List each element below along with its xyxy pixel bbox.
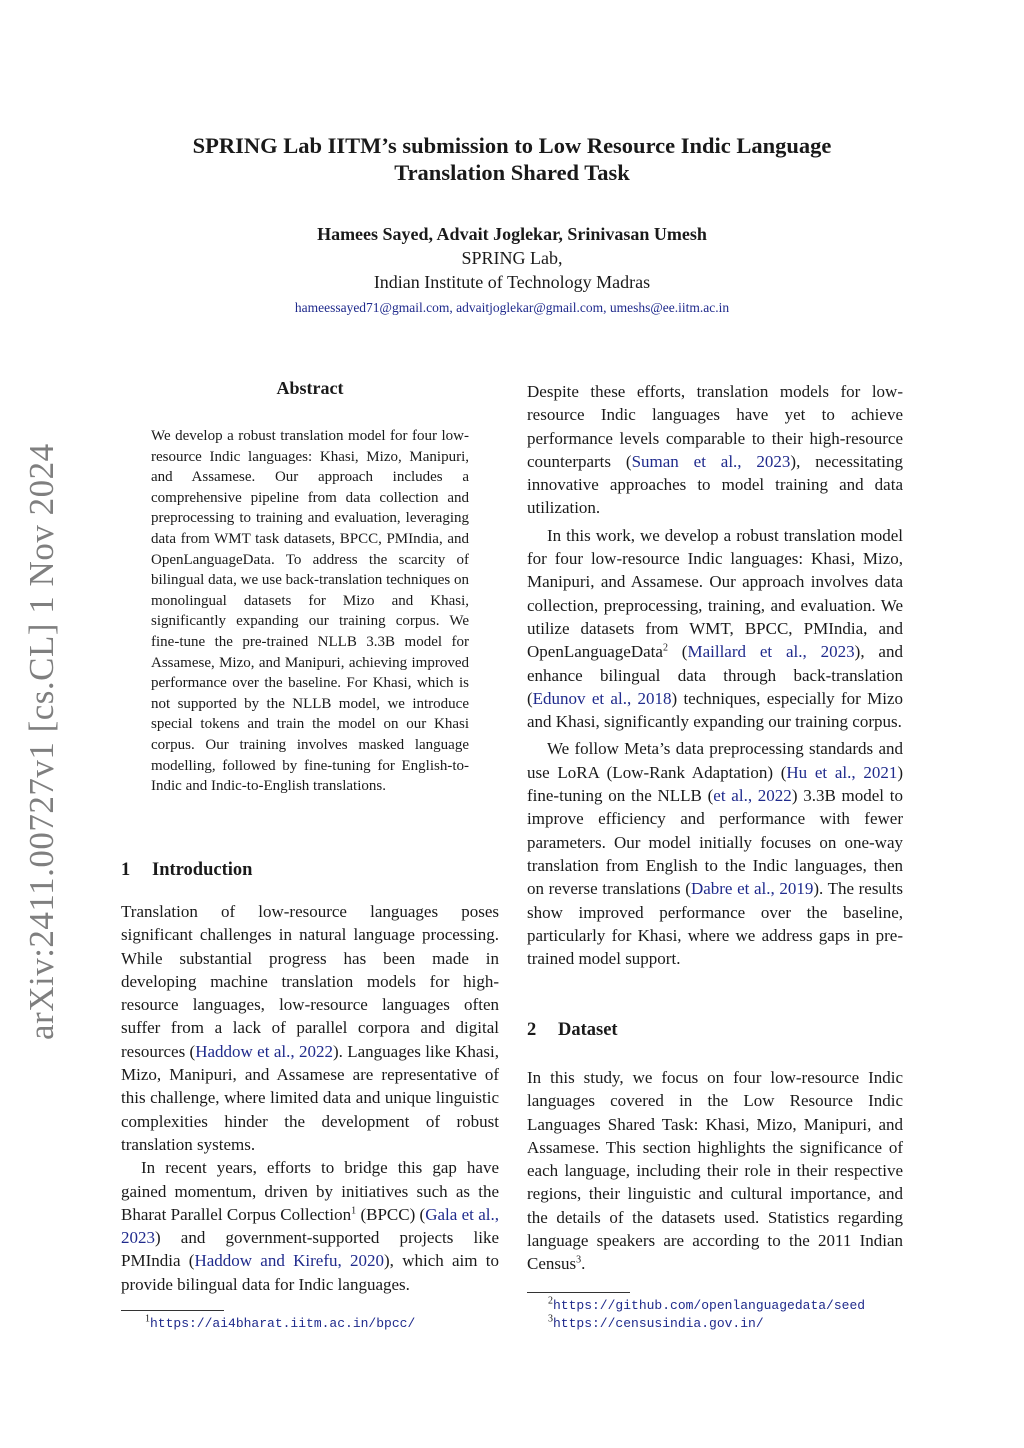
title-line-1: SPRING Lab IITM’s submission to Low Resource Indic Language	[192, 133, 832, 158]
paper-title	[0, 132, 1024, 186]
author-list: Hamees Sayed, Advait Joglekar, Srinivasan Umesh	[317, 224, 707, 244]
intro-paragraph-5: We follow Meta’s data preprocessing standards and use LoRA (Low-Rank Adaptation) (Hu et al., 2021) fine-tuning on the NLLB (et al., 2022) 3.3B model to improve efficiency and performance with fewer parameters. Our model initially focuses on one-way translation from English to the Indic languages, then on reverse translations (Dabre et al., 2019). The results show improved performance over the baseline, particularly for Khasi, where we address gaps in pre-trained model support.	[527, 739, 903, 969]
intro-paragraph-3: Despite these efforts, translation models for low-resource Indic languages have yet to achieve performance levels comparable to their high-resource counterparts (Suman et al., 2023), necessitating innovative approaches to model training and data utilization.	[527, 382, 904, 518]
title-line-2: Translation Shared Task	[394, 160, 630, 185]
intro-paragraph-4: In this work, we develop a robust translation model for four low-resource Indic languages: Khasi, Mizo, Manipuri, and Assamese. Our approach involves data collection, preprocessing, training, and evaluation. We utilize datasets from WMT, BPCC, PMIndia, and OpenLanguageData$^2$ (Maillard et al., 2023), and enhance bilingual data through back-translation (Edunov et al., 2018) techniques, especially for Mizo and Khasi, significantly expanding our training corpus.	[527, 525, 903, 732]
affiliation-institute: Indian Institute of Technology Madras	[373, 272, 651, 292]
footnote-3	[548, 1314, 764, 1333]
footnote-1	[145, 1314, 415, 1333]
citation-link[interactable]: Dabre et al., 2019	[690, 879, 814, 899]
paper-header	[0, 132, 1024, 316]
citation-link[interactable]: Suman et al., 2023	[631, 451, 791, 471]
left-column-body	[121, 900, 499, 1296]
arxiv-sidebar-stamp: arXiv:2411.00727v1 [cs.CL] 1 Nov 2024	[22, 443, 61, 1040]
footnote-mark: 1	[145, 1313, 150, 1325]
footnote-marker: 1	[351, 1205, 357, 1217]
dataset-paragraph-1: In this study, we focus on four low-resource Indic languages covered in the Low Resource Indic Languages Shared Task: Khasi, Mizo, Manipuri, and Assamese. This section highlights the significance of each language, including their role in their respective regions, their linguistic and cultural importance, and the details of the datasets used. Statistics regarding language speakers are according to the 2011 Indian Census$^3$.	[527, 1068, 903, 1274]
footnote-url[interactable]: https://github.com/openlanguagedata/seed	[553, 1298, 866, 1313]
section-number: 2	[527, 1020, 537, 1040]
footnote-marker: 2	[662, 642, 668, 654]
citation-link[interactable]: Edunov et al., 2018	[532, 688, 672, 708]
section-number: 1	[121, 860, 131, 880]
citation-link[interactable]: Maillard et al., 2023	[687, 642, 855, 662]
footnote-url[interactable]: https://ai4bharat.iitm.ac.in/bpcc/	[150, 1316, 416, 1331]
citation-link[interactable]: Haddow and Kirefu, 2020	[194, 1251, 385, 1271]
affiliation-lab: SPRING Lab,	[461, 248, 563, 268]
footnote-url[interactable]: https://censusindia.gov.in/	[553, 1316, 764, 1331]
footnote-mark: 3	[548, 1313, 553, 1325]
citation-link[interactable]: Hu et al., 2021	[786, 762, 898, 782]
dataset-section-body	[527, 1066, 903, 1276]
footnote-divider	[527, 1292, 630, 1293]
citation-link[interactable]: Gala et al., 2023	[121, 1204, 499, 1248]
footnote-marker: 3	[576, 1254, 582, 1266]
author-emails[interactable]: hameessayed71@gmail.com, advaitjoglekar@gmail.com, umeshs@ee.iitm.ac.in	[294, 300, 730, 315]
citation-link[interactable]: et al., 2022	[713, 786, 792, 806]
footnote-mark: 2	[548, 1295, 553, 1307]
intro-paragraph-1: Translation of low-resource languages poses significant challenges in natural language processing. While substantial progress has been made in developing machine translation models for high-resource languages, low-resource languages often suffer from a lack of parallel corpora and digital resources (Haddow et al., 2022). Languages like Khasi, Mizo, Manipuri, and Assamese are representative of this challenge, where limited data and unique linguistic complexities hinder the development of robust translation systems.	[121, 902, 499, 1154]
abstract-heading: Abstract	[276, 378, 344, 398]
footnote-divider	[121, 1310, 224, 1311]
right-column-body	[527, 380, 903, 970]
section-title: Introduction	[152, 860, 253, 880]
section-heading-dataset	[527, 1020, 618, 1041]
footnote-2	[548, 1296, 865, 1315]
section-title: Dataset	[558, 1020, 618, 1040]
abstract-text: We develop a robust translation model for four low-resource Indic languages: Khasi, Mizo, Manipuri, and Assamese. Our approach includes a comprehensive pipeline from data collection and preprocessing to training and evaluation, leveraging data from WMT task datasets, BPCC, PMIndia, and OpenLanguageData. To address the scarcity of bilingual data, we use back-translation techniques on monolingual datasets for Mizo and Khasi, significantly expanding our training corpus. We fine-tune the pre-trained NLLB 3.3B model for Assamese, Mizo, and Manipuri, achieving improved performance over the baseline. For Khasi, which is not supported by the NLLB model, we introduce special tokens and train the model on our Khasi corpus. Our training involves masked language modelling, followed by fine-tuning for English-to-Indic and Indic-to-English translations.	[151, 428, 469, 795]
section-heading-introduction	[121, 860, 252, 881]
citation-link[interactable]: Haddow et al., 2022	[195, 1041, 333, 1061]
intro-paragraph-2: In recent years, efforts to bridge this gap have gained momentum, driven by initiatives such as the Bharat Parallel Corpus Collection$^1$ (BPCC) (Gala et al., 2023) and government-supported projects like PMIndia (Haddow and Kirefu, 2020), which aim to provide bilingual data for Indic languages.	[121, 1158, 499, 1294]
